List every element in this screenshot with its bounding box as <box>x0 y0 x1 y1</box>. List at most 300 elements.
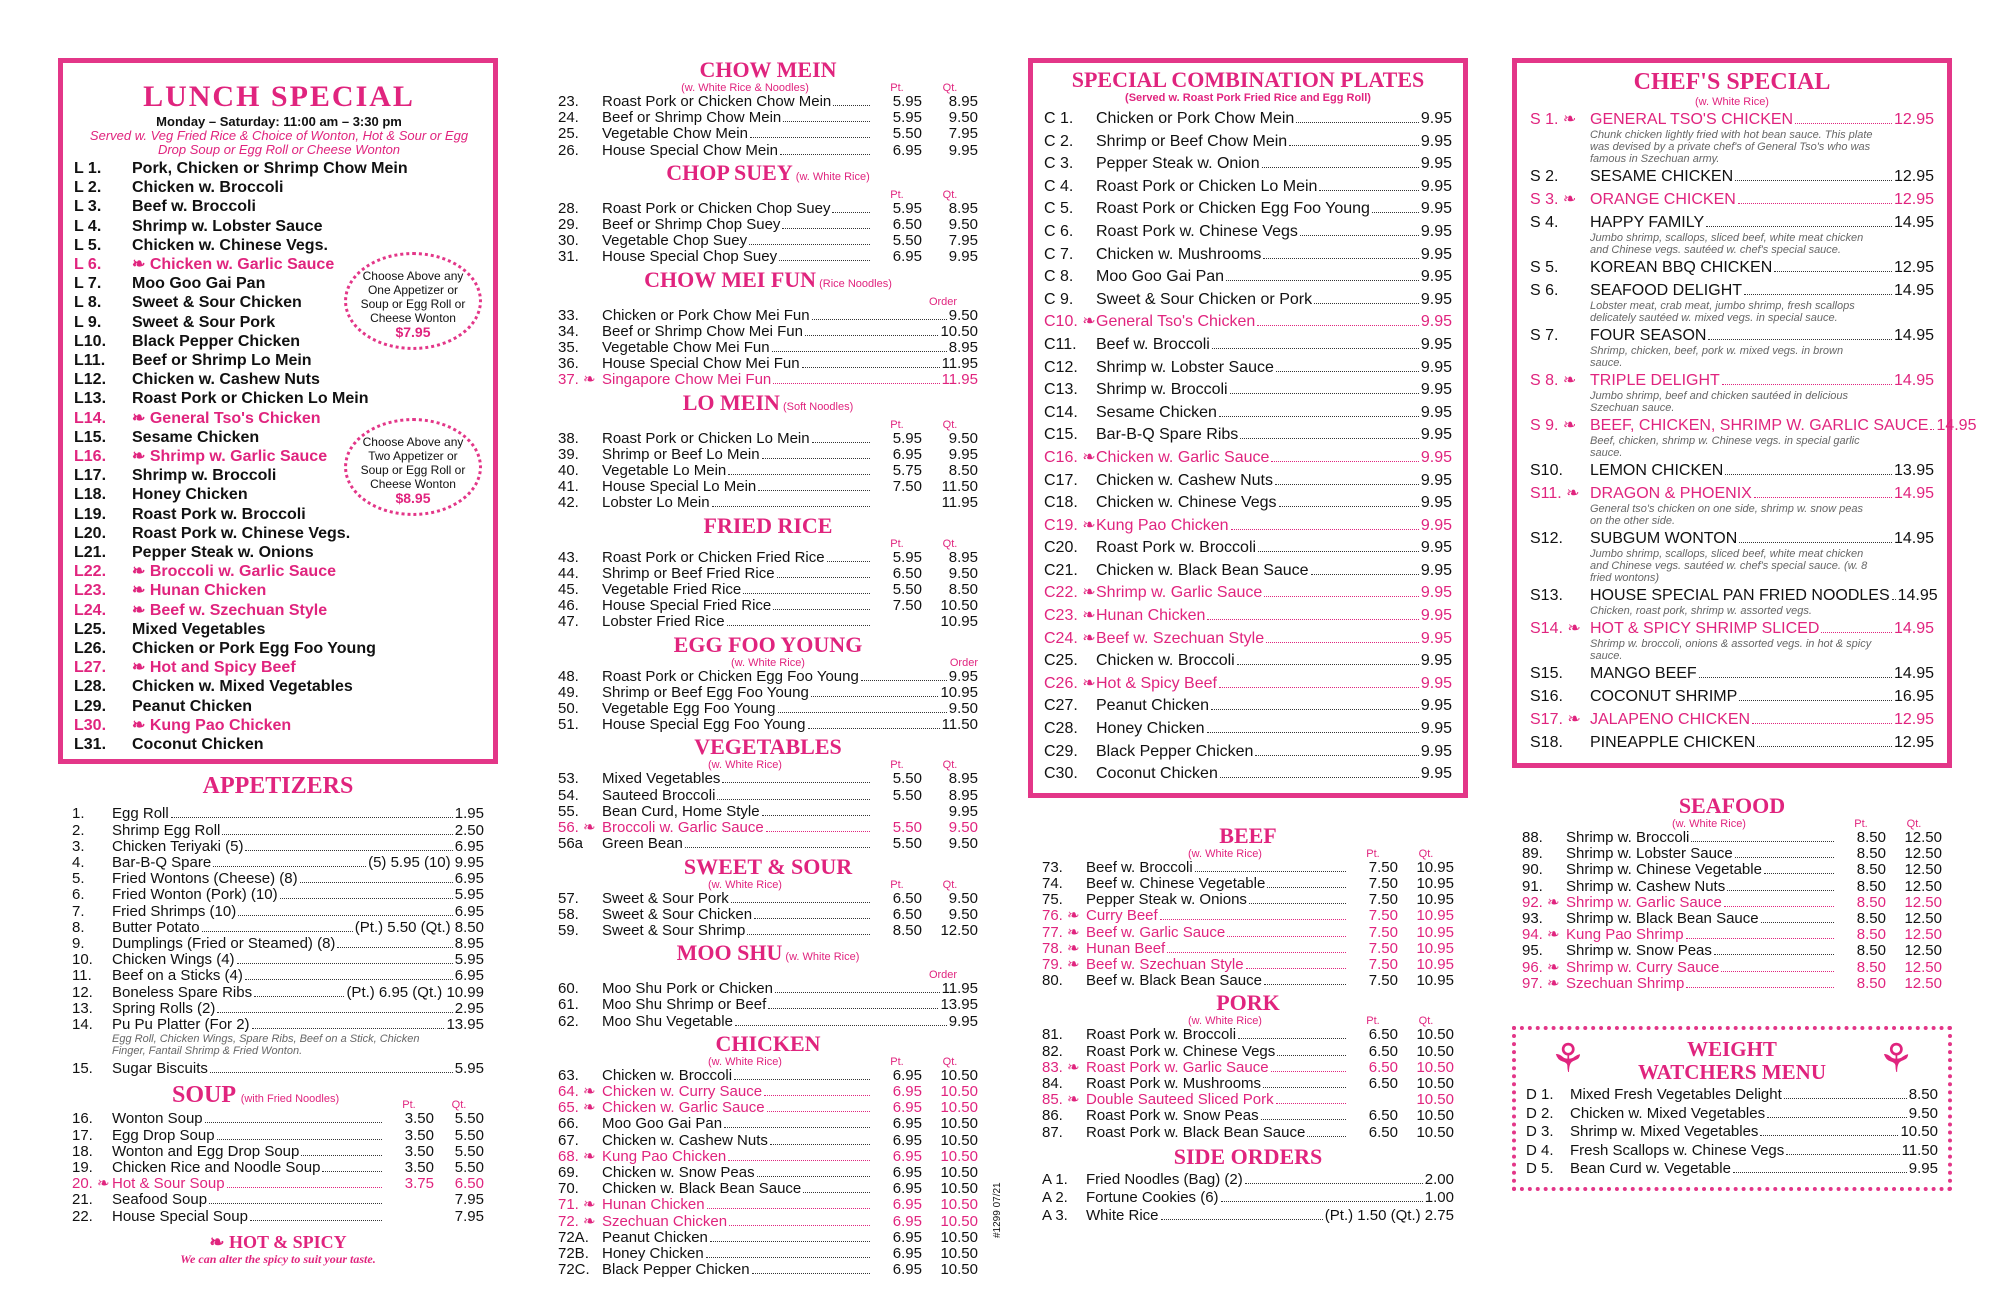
dot-leader <box>1195 871 1346 872</box>
dot-leader <box>217 1139 382 1140</box>
item-name: Roast Pork or Chicken Chow Mein <box>602 93 832 110</box>
item-price: 13.95 <box>446 1015 484 1033</box>
seafood-section <box>1522 794 1942 992</box>
item-number: L29. <box>74 697 107 715</box>
item-name: Chicken w. Garlic Sauce <box>1096 448 1270 466</box>
ww-title-1: WEIGHT <box>1687 1037 1777 1062</box>
dot-leader <box>1767 1117 1907 1118</box>
item-name: Hot & Sour Soup <box>112 1175 225 1193</box>
item-number: 93. <box>1522 910 1543 928</box>
item-number: S16. <box>1530 688 1563 705</box>
item-name: Chicken w. Mixed Vegetables <box>1570 1104 1766 1122</box>
menu-item <box>558 669 978 685</box>
item-price-qt: 8.95 <box>948 548 978 566</box>
pork-sub: (w. White Rice) <box>1188 1015 1262 1028</box>
item-name: BEEF, CHICKEN, SHRIMP W. GARLIC SAUCE <box>1590 417 1929 434</box>
item-number: C 4. <box>1044 177 1074 195</box>
menu-item <box>72 1209 484 1225</box>
item-price: 9.95 <box>1420 290 1452 308</box>
dot-leader <box>1706 226 1892 227</box>
item-price-pt: 5.95 <box>892 109 922 127</box>
dot-leader <box>710 1241 870 1242</box>
dot-leader <box>1735 857 1834 858</box>
menu-item <box>558 463 978 479</box>
menu-item <box>558 1084 978 1100</box>
hot-spicy-note: We can alter the spicy to suit your taste. <box>180 1251 376 1266</box>
dot-leader <box>1258 551 1419 552</box>
item-price-pt: 6.95 <box>892 1212 922 1230</box>
dot-leader <box>1752 723 1892 724</box>
item-number: C22. ❧ <box>1044 584 1096 602</box>
item-name: Mixed Vegetables <box>602 770 721 788</box>
item-name: Lobster Fried Rice <box>602 613 725 631</box>
item-number: L27. <box>74 659 107 677</box>
item-name: Curry Beef <box>1086 907 1158 925</box>
dot-leader <box>1279 506 1419 507</box>
item-number: 91. <box>1522 877 1543 895</box>
dot-leader <box>764 1095 870 1096</box>
price-cloud-2 <box>344 418 482 516</box>
dot-leader <box>805 335 939 336</box>
item-name: ❧ Broccoli w. Garlic Sauce <box>132 563 336 581</box>
dot-leader <box>1271 461 1418 462</box>
item-name: ❧ General Tso's Chicken <box>132 409 321 427</box>
menu-item <box>1044 741 1452 764</box>
dot-leader <box>210 1072 453 1073</box>
item-price-pt: 6.95 <box>892 1147 922 1165</box>
item-number: 44. <box>558 564 579 582</box>
lunch-item <box>74 543 484 562</box>
item-name: Shrimp w. Mixed Vegetables <box>1570 1123 1759 1141</box>
dot-leader <box>1277 1055 1346 1056</box>
dot-leader <box>779 260 870 261</box>
item-desc: General tso's chicken on one side, shrimp w. snow peas on the other side. <box>1590 503 1863 527</box>
dot-leader <box>1714 954 1834 955</box>
dot-leader <box>254 996 344 997</box>
chef-item <box>1530 190 1934 209</box>
item-name: Seafood Soup <box>112 1191 208 1209</box>
pt-label: Pt. <box>890 188 904 201</box>
item-price-qt: 11.50 <box>941 478 978 496</box>
item-price-pt: 6.50 <box>892 889 922 907</box>
menu-item <box>558 1100 978 1116</box>
menu-item <box>558 891 978 907</box>
cloud-text: Choose Above any One Appetizer or Soup or Egg Roll or Cheese Wonton <box>360 269 466 325</box>
menu-item <box>1522 879 1942 895</box>
item-price-pt: 6.95 <box>892 1261 922 1279</box>
item-name: ❧ Hunan Chicken <box>132 582 267 600</box>
item-price: 9.95 <box>1420 697 1452 715</box>
item-number: 72. ❧ <box>558 1212 596 1230</box>
dot-leader <box>1686 938 1834 939</box>
item-number: 14. <box>72 1015 93 1033</box>
dot-leader <box>783 121 870 122</box>
item-number: 9. <box>72 934 85 952</box>
chop-suey-title-text: CHOP SUEY <box>666 159 793 185</box>
dot-leader <box>752 1273 870 1274</box>
item-name: Roast Pork w. Garlic Sauce <box>1086 1058 1269 1076</box>
dot-leader <box>1739 700 1892 701</box>
dot-leader <box>1267 887 1346 888</box>
item-price-pt: 6.50 <box>892 216 922 234</box>
dot-leader <box>205 1122 382 1123</box>
item-price-pt: 5.95 <box>892 429 922 447</box>
dot-leader <box>217 1012 452 1013</box>
item-number: 84. <box>1042 1075 1063 1093</box>
item-price-pt: 7.50 <box>1368 972 1398 990</box>
item-number: 12. <box>72 983 93 1001</box>
item-number: L10. <box>74 332 107 350</box>
item-number: 70. <box>558 1180 579 1198</box>
item-number: L20. <box>74 524 107 542</box>
item-price-pt: 6.50 <box>892 564 922 582</box>
soup-list <box>72 1099 484 1224</box>
item-price: 11.50 <box>1901 1141 1938 1159</box>
seafood-title <box>1522 794 1942 818</box>
item-name: Butter Potato <box>112 918 200 936</box>
pt-label: Pt. <box>1366 847 1380 860</box>
menu-item <box>1526 1123 1938 1142</box>
dot-leader <box>1161 1219 1323 1220</box>
pt-label: Pt. <box>890 759 904 772</box>
item-number: S11. ❧ <box>1530 485 1580 502</box>
lo-mein-title <box>558 391 978 419</box>
menu-item <box>558 1262 978 1278</box>
menu-item <box>558 907 978 923</box>
item-number: 42. <box>558 494 579 512</box>
item-number: L24. <box>74 601 107 619</box>
item-number: 8. <box>72 918 85 936</box>
item-name: Broccoli w. Garlic Sauce <box>602 819 764 837</box>
item-number: C12. <box>1044 358 1078 376</box>
chef-item <box>1530 710 1934 729</box>
item-price: 9.95 <box>1420 674 1452 692</box>
dot-leader <box>1725 474 1892 475</box>
item-price-pt: 8.50 <box>1856 861 1886 879</box>
lunch-item <box>74 581 484 600</box>
menu-item <box>1042 1189 1454 1207</box>
menu-item <box>1042 925 1454 941</box>
item-price-pt: 8.50 <box>1856 926 1886 944</box>
item-price-qt: 10.95 <box>1416 907 1454 925</box>
dot-leader <box>773 383 939 384</box>
lunch-item <box>74 639 484 658</box>
item-number: 25. <box>558 125 579 143</box>
item-name: Sweet & Sour Pork <box>602 889 729 907</box>
item-price-pt: 8.50 <box>1856 974 1886 992</box>
menu-item <box>558 479 978 495</box>
item-name: Shrimp w. Lobster Sauce <box>1566 845 1733 863</box>
item-name: ORANGE CHICKEN <box>1590 191 1736 208</box>
dot-leader <box>750 137 870 138</box>
chef-special-box <box>1512 58 1977 768</box>
dot-leader <box>832 212 870 213</box>
item-name: Sauteed Broccoli <box>602 786 716 804</box>
item-name: Beef on a Sticks (4) <box>112 967 243 985</box>
item-name: Kung Pao Shrimp <box>1566 926 1684 944</box>
item-price-pt: 6.50 <box>1368 1026 1398 1044</box>
item-price-pt: 7.50 <box>1368 956 1398 974</box>
item-price-pt: 5.75 <box>892 462 922 480</box>
item-price-pt: 6.95 <box>892 445 922 463</box>
dot-leader <box>731 902 870 903</box>
item-price: 9.95 <box>1420 155 1452 173</box>
chow-mei-fun-title-text: CHOW MEI FUN <box>644 266 817 292</box>
dot-leader <box>1311 574 1419 575</box>
dot-leader <box>1266 642 1419 643</box>
qt-label: Qt. <box>942 878 958 891</box>
beef-section <box>1042 824 1454 990</box>
item-number: 74. <box>1042 875 1063 893</box>
item-price: 9.95 <box>1420 132 1452 150</box>
dot-leader <box>1227 936 1346 937</box>
item-name: Fried Wontons (Cheese) (8) <box>112 870 298 888</box>
item-price: 11.95 <box>941 980 978 998</box>
item-name: Fried Shrimps (10) <box>112 902 237 920</box>
dot-leader <box>1738 203 1892 204</box>
item-number: 5. <box>72 870 85 888</box>
item-name: Chicken w. Mixed Vegetables <box>132 678 353 696</box>
dot-leader <box>777 577 870 578</box>
lunch-item <box>74 389 484 408</box>
dot-leader <box>1296 122 1419 123</box>
menu-item <box>558 566 978 582</box>
menu-item <box>72 855 484 871</box>
item-name: Shrimp w. Curry Sauce <box>1566 958 1720 976</box>
dot-leader <box>1246 968 1346 969</box>
qt-label: Qt. <box>1906 818 1922 830</box>
menu-item <box>1044 673 1452 696</box>
item-number: L12. <box>74 371 107 389</box>
item-name: Chicken w. Cashew Nuts <box>602 1131 768 1149</box>
menu-item <box>558 717 978 733</box>
item-name: Roast Pork or Chicken Egg Foo Young <box>602 667 859 685</box>
menu-item <box>1042 941 1454 957</box>
item-price-pt: 6.50 <box>892 905 922 923</box>
item-name: Coconut Chicken <box>132 736 264 754</box>
item-number: S15. <box>1530 665 1563 682</box>
chow-mein-title-text: CHOW MEIN <box>699 57 837 82</box>
item-name: Beef or Shrimp Chow Mein <box>602 109 782 127</box>
lunch-item <box>74 620 484 639</box>
item-number: L25. <box>74 620 107 638</box>
dot-leader <box>782 228 870 229</box>
menu-item <box>1044 266 1452 289</box>
dot-leader <box>778 712 947 713</box>
item-number: C10. ❧ <box>1044 313 1096 331</box>
item-name: Roast Pork w. Chinese Vegs. <box>132 524 351 542</box>
column-3-lower <box>1028 798 1468 1225</box>
item-price: 9.95 <box>1420 335 1452 353</box>
lunch-item <box>74 524 484 543</box>
dot-leader <box>712 506 870 507</box>
menu-item <box>558 431 978 447</box>
qt-label: Qt. <box>942 759 958 772</box>
item-number: 88. <box>1522 829 1543 846</box>
menu-item <box>1044 605 1452 628</box>
item-price-qt: 7.95 <box>948 232 978 250</box>
item-price: 9.95 <box>1420 245 1452 263</box>
item-name: Chicken or Pork Egg Foo Young <box>132 640 376 658</box>
lunch-item <box>74 658 484 677</box>
item-number: 1. <box>72 805 85 823</box>
egg-foo-young-title-text: EGG FOO YOUNG <box>673 631 863 657</box>
dot-leader <box>734 1079 870 1080</box>
dot-leader <box>1238 1038 1346 1039</box>
item-desc: Jumbo shrimp, beef and chicken sautéed in delicious Szechuan sauce. <box>1590 390 1849 414</box>
item-number: 65. ❧ <box>558 1099 596 1117</box>
item-price-qt: 8.50 <box>948 462 978 480</box>
menu-item <box>1044 379 1452 402</box>
item-price-qt: 11.95 <box>941 494 978 512</box>
item-price-pt: 5.95 <box>892 199 922 217</box>
menu-item <box>558 495 978 511</box>
item-number: 64. ❧ <box>558 1082 596 1100</box>
soup-sub: (with Fried Noodles) <box>240 1093 340 1106</box>
menu-item <box>1042 1092 1454 1108</box>
item-price: 6.95 <box>454 870 484 888</box>
item-price: 9.95 <box>1420 742 1452 760</box>
item-price: 14.95 <box>1893 485 1934 502</box>
item-price-qt: 9.95 <box>948 141 978 159</box>
lo-mein-col-headers <box>558 419 978 431</box>
item-name: Kung Pao Chicken <box>602 1147 727 1165</box>
item-number: 77. ❧ <box>1042 923 1080 941</box>
item-name: Wonton Soup <box>112 1110 203 1128</box>
item-price-qt: 8.95 <box>948 770 978 788</box>
menu-item <box>1042 1171 1454 1189</box>
item-number: D 1. <box>1526 1086 1554 1104</box>
dot-leader <box>768 1008 938 1009</box>
dot-leader <box>811 696 939 697</box>
dot-leader <box>238 915 453 916</box>
menu-item <box>558 836 978 852</box>
item-price-qt: 12.50 <box>1904 926 1942 944</box>
dot-leader <box>728 1160 870 1161</box>
item-name: Beef w. Chinese Vegetable <box>1086 875 1266 893</box>
menu-item <box>558 356 978 372</box>
dot-leader <box>209 1203 382 1204</box>
item-name: HOT & SPICY SHRIMP SLICED <box>1590 620 1820 637</box>
item-number: A 1. <box>1042 1170 1068 1188</box>
chef-title: CHEF'S SPECIAL <box>1633 69 1831 95</box>
lunch-special-box <box>58 58 498 764</box>
dot-leader <box>202 931 353 932</box>
item-number: L11. <box>74 352 106 370</box>
item-price: 9.50 <box>1908 1104 1938 1122</box>
item-price-pt: 6.95 <box>892 1228 922 1246</box>
item-desc: Chicken, roast pork, shrimp w. assorted vegs. <box>1590 605 1812 617</box>
item-price-qt: 12.50 <box>1904 861 1942 879</box>
item-price-qt: 10.50 <box>940 1082 978 1100</box>
item-price-pt: 6.50 <box>1368 1107 1398 1125</box>
item-number: 83. ❧ <box>1042 1058 1080 1076</box>
item-number: 7. <box>72 902 85 920</box>
item-number: 34. <box>558 322 579 340</box>
item-price-qt: 8.95 <box>948 786 978 804</box>
item-price-qt: 5.50 <box>454 1158 484 1176</box>
item-name: Szechuan Chicken <box>602 1212 728 1230</box>
qt-label: Qt. <box>942 537 958 550</box>
item-number: D 2. <box>1526 1104 1554 1122</box>
item-number: S 6. <box>1530 282 1559 299</box>
item-price-pt: 7.50 <box>892 478 922 496</box>
dancer-icon-right: ⚘ <box>1878 1037 1914 1082</box>
item-number: 33. <box>558 306 579 324</box>
item-name: ❧ Shrimp w. Garlic Sauce <box>132 448 328 466</box>
menu-item <box>72 936 484 952</box>
item-name: General Tso's Chicken <box>1096 313 1256 331</box>
item-number: C 7. <box>1044 245 1074 263</box>
item-number: S 9. ❧ <box>1530 417 1577 434</box>
chef-item <box>1530 258 1934 277</box>
menu-item <box>1042 860 1454 876</box>
item-number: 13. <box>72 999 93 1017</box>
menu-item <box>1042 1027 1454 1043</box>
item-name: Sweet & Sour Chicken <box>602 905 753 923</box>
item-number: A 2. <box>1042 1188 1068 1206</box>
item-price-qt: 10.95 <box>1416 972 1454 990</box>
item-name: Black Pepper Chicken <box>132 332 301 350</box>
item-number: 95. <box>1522 942 1543 960</box>
menu-item <box>1042 1207 1454 1225</box>
combo-box <box>1028 58 1468 798</box>
item-number: 49. <box>558 683 579 701</box>
item-number: 20. ❧ <box>72 1175 110 1193</box>
item-price-pt: 5.50 <box>892 786 922 804</box>
item-price: 9.95 <box>1420 358 1452 376</box>
item-price: 9.95 <box>1420 177 1452 195</box>
lunch-item <box>74 677 484 696</box>
dot-leader <box>1160 919 1346 920</box>
lunch-item <box>74 370 484 389</box>
sweet-sour-section <box>558 855 978 940</box>
menu-item <box>72 1111 484 1127</box>
item-price: 11.95 <box>941 371 978 389</box>
item-price-qt: 12.50 <box>1904 845 1942 863</box>
dot-leader <box>1240 438 1419 439</box>
item-name: Szechuan Shrimp <box>1566 974 1685 992</box>
chef-item <box>1530 687 1934 706</box>
item-price: 14.95 <box>1897 587 1938 604</box>
menu-item <box>1042 957 1454 973</box>
item-price: 9.95 <box>1420 765 1452 783</box>
item-number: 80. <box>1042 972 1063 990</box>
cloud-price: $7.95 <box>395 324 431 340</box>
item-number: 29. <box>558 216 579 234</box>
item-price-qt: 10.95 <box>1416 875 1454 893</box>
dot-leader <box>685 847 870 848</box>
qt-label: Qt. <box>942 1055 958 1068</box>
item-number: C 5. <box>1044 200 1074 218</box>
menu-item <box>558 582 978 598</box>
ww-title-2: WATCHERS MENU <box>1637 1060 1827 1085</box>
item-name: Mixed Vegetables <box>132 620 266 638</box>
item-name: Roast Pork or Chicken Lo Mein <box>132 390 369 408</box>
pt-label: Pt. <box>890 82 904 94</box>
lunch-note: Served w. Veg Fried Rice & Choice of Wonton, Hot & Sour or Egg Drop Soup or Egg Roll or Cheese Wonton <box>89 128 469 157</box>
item-name: HAPPY FAMILY <box>1590 214 1705 231</box>
dot-leader <box>1699 677 1892 678</box>
item-number: S12. <box>1530 530 1563 547</box>
item-number: 55. <box>558 802 579 820</box>
item-number: S17. ❧ <box>1530 711 1581 728</box>
dot-leader <box>749 244 870 245</box>
item-price-qt: 12.50 <box>1904 910 1942 928</box>
item-price: 9.95 <box>1420 471 1452 489</box>
item-number: 92. ❧ <box>1522 893 1560 911</box>
item-number: C23. ❧ <box>1044 607 1096 625</box>
